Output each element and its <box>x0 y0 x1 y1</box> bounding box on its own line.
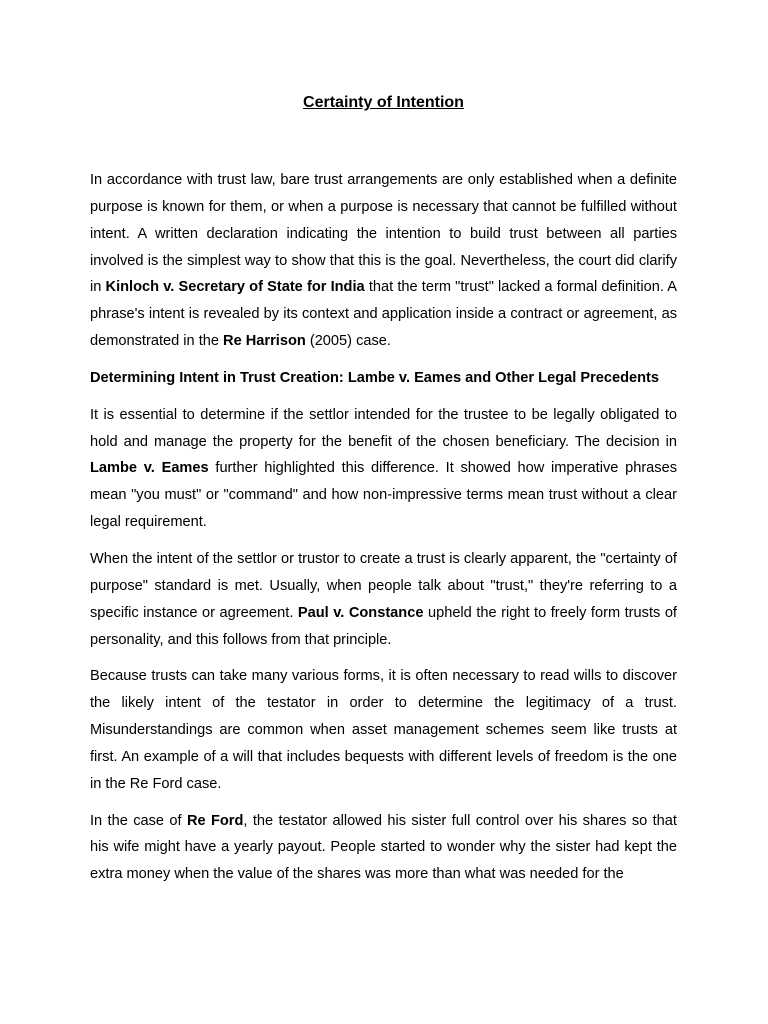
paragraph-certainty <box>90 546 677 653</box>
paragraph-intro <box>90 167 677 355</box>
case-citation: Re Ford <box>186 812 244 829</box>
text-run: In accordance with trust law, bare trust arrangements are only established when a definite purpose is known for them, or when a purpose is necessary that cannot be fulfilled without intent. A written declaration indicating the intention to build trust between all parties involved is the simplest way to show that this is the goal. Nevertheless, the court did clarify in <box>90 172 677 296</box>
text-run: further highlighted this difference. It showed how imperative phrases mean "you must" or "command" and how non-impressive terms mean trust without a clear legal requirement. <box>90 460 678 531</box>
paragraph-wills: Because trusts can take many various forms, it is often necessary to read wills to discover the likely intent of the testator in order to determine the legitimacy of a trust. Misunderstandings are common when asset management schemes seem like trusts at first. An example of a will that includes bequests with different levels of freedom is the one in the Re Ford case. <box>90 668 677 792</box>
case-citation: Re Harrison <box>223 333 306 350</box>
text-run: , the testator allowed his sister full control over his shares so that his wife might have a yearly payout. People started to wonder why the sister had kept the extra money when the value of the shares was more than what was needed for the <box>90 812 677 883</box>
text-run: It is essential to determine if the settlor intended for the trustee to be legally obligated to hold and manage the property for the benefit of the chosen beneficiary. The decision in <box>90 406 677 450</box>
section-heading: Determining Intent in Trust Creation: Lambe v. Eames and Other Legal Precedents <box>90 369 660 386</box>
paragraph-re-ford <box>90 808 677 889</box>
case-citation: Kinloch v. Secretary of State for India <box>105 279 365 296</box>
text-run: In the case of <box>90 812 187 829</box>
document-body <box>90 167 677 898</box>
paragraph-lambe <box>90 402 677 536</box>
text-run: When the intent of the settlor or trustor to create a trust is clearly apparent, the "certainty of purpose" standard is met. Usually, when people talk about "trust," they're referring to a specific instance or agreement. <box>90 550 677 621</box>
page-title: Certainty of Intention <box>303 94 464 111</box>
text-run: upheld the right to freely form trusts of personality, and this follows from that principle. <box>90 604 677 648</box>
text-run: that the term "trust" lacked a formal definition. A phrase's intent is revealed by its context and application inside a contract or agreement, as demonstrated in the <box>90 279 677 350</box>
case-citation: Paul v. Constance <box>297 604 424 621</box>
case-citation: Lambe v. Eames <box>90 460 209 477</box>
text-run: (2005) case. <box>305 333 391 350</box>
